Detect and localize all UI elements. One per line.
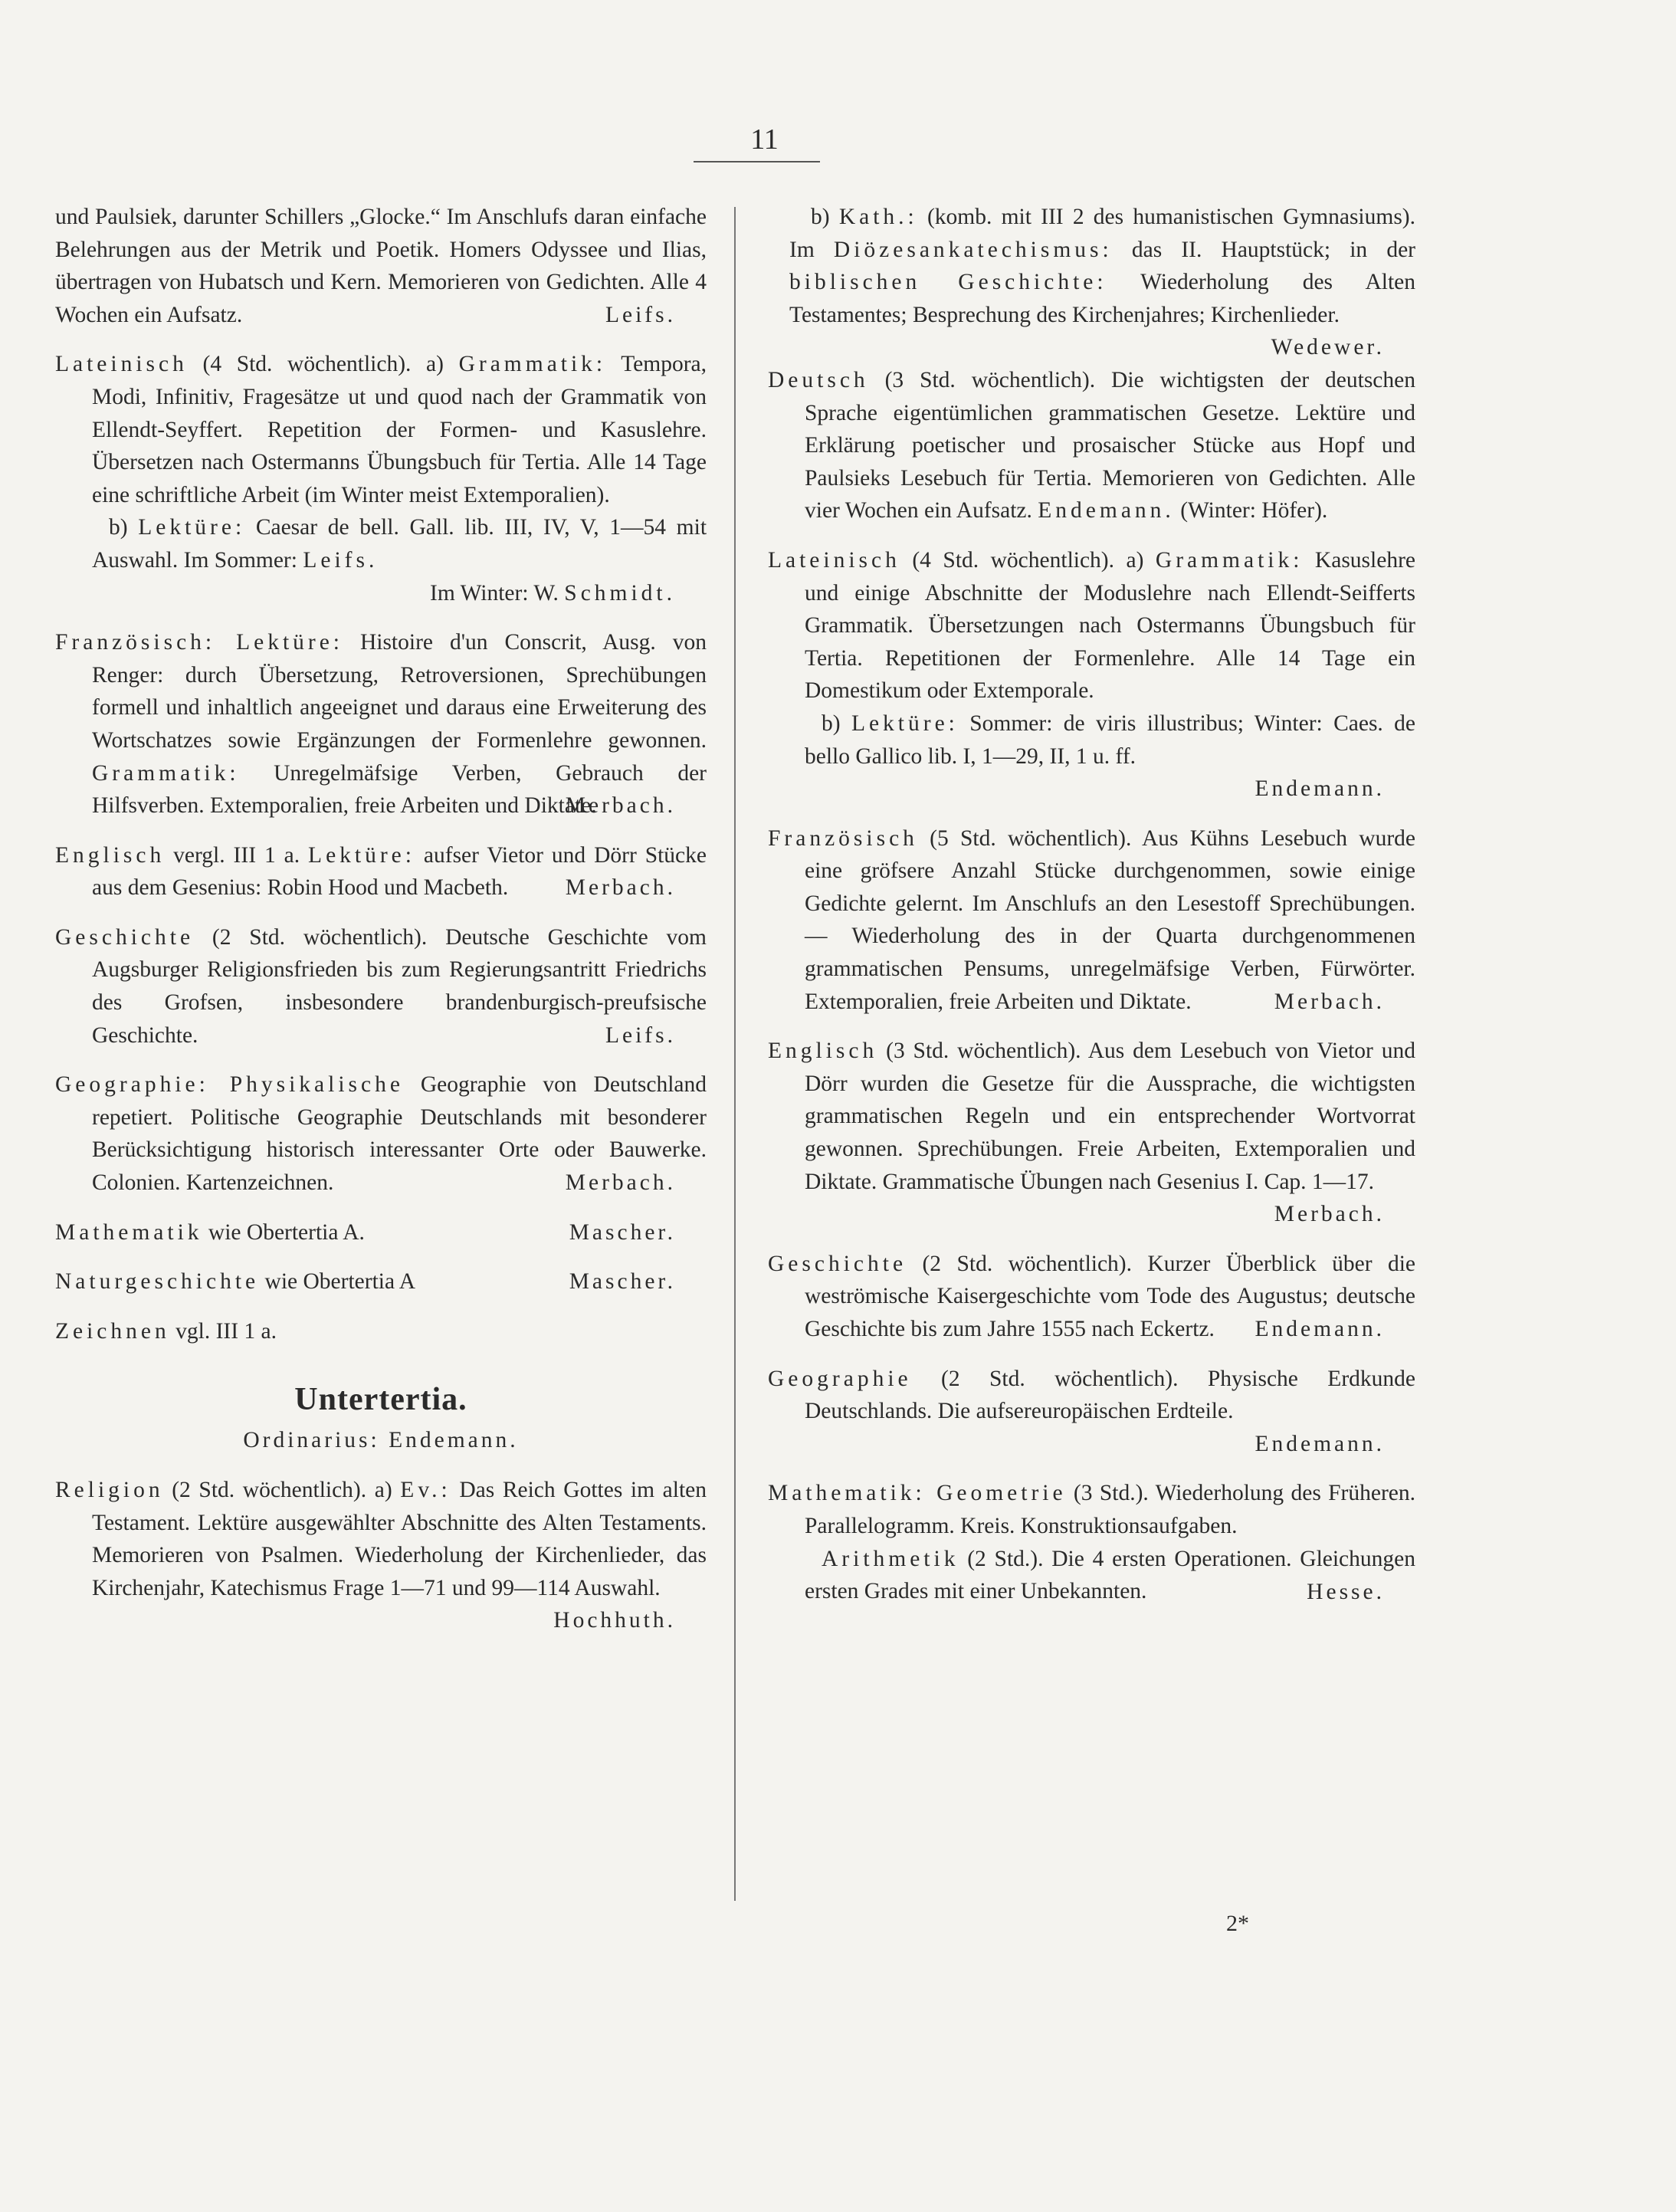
geschichte-r-text: (2 Std. wöchentlich). Kurzer Überblick über die weströmische Kaisergeschichte vom Tode des Augustus; deutsche Geschichte bis zum Jahre 1555 nach Eckertz.	[805, 1251, 1415, 1341]
kath-text3: Wiederholung des Alten Testamentes; Besprechung des Kirchenjahres; Kirchenlieder.	[789, 270, 1415, 327]
geschichte-r-entry	[768, 1248, 1415, 1346]
intro-paragraph	[55, 201, 707, 331]
religion-entry	[55, 1474, 707, 1633]
englisch-r-text: (3 Std. wöchentlich). Aus dem Lesebuch von Vietor und Dörr wurden die Gesetze für die Aussprache, die wichtigsten grammatischen Regeln und ein entsprechender Wortvorrat gewonnen. Sprechübungen. Freie Arbeiten, Extemporalien und Diktate. Grammatische Übungen nach Gesenius I. Cap. 1—17.	[805, 1039, 1415, 1194]
naturgeschichte-entry	[55, 1265, 707, 1298]
kath-text2: das II. Hauptstück; in der	[1112, 237, 1415, 262]
zeichnen-subject: Zeichnen	[55, 1318, 170, 1344]
section-heading: Untertertia.	[294, 1382, 467, 1418]
latein-r-lektuere-label: Lektüre:	[851, 711, 959, 736]
left-column	[55, 201, 707, 1637]
mathematik-r-text2: (2 Std.). Die 4 ersten Operationen. Gleichungen ersten Grades mit einer Unbekannten.	[805, 1546, 1415, 1604]
mathematik-r-geo-label: Geometrie	[925, 1481, 1067, 1506]
kath-entry	[768, 201, 1416, 360]
englisch-entry	[55, 839, 707, 904]
franz-r-entry	[768, 822, 1415, 1019]
franz-text: Histoire d'un Conscrit, Ausg. von Renger: durch Übersetzung, Retroversionen, Sprechübungen formell und inhaltlich angeeignet und daraus eine Erweiterung des Wortschatzes sowie Ergänzungen der Formenlehre gewonnen.	[92, 630, 707, 753]
kath-label: Kath.:	[838, 205, 918, 229]
religion-text2: Das Reich Gottes im alten Testament. Lektüre ausgewählter Abschnitte des Alten Testaments. Memorieren von Psalmen. Wiederholung der Kirchenlieder, das Kirchenjahr, Katechismus Frage 1—71 und 99—114 Auswahl.	[92, 1478, 707, 1600]
franz-grammatik-label: Grammatik:	[92, 760, 240, 786]
geographie-entry	[55, 1068, 707, 1199]
deutsch-after: (Winter: Höfer).	[1174, 498, 1328, 523]
englisch-subject: Englisch	[55, 842, 166, 868]
englisch-signature: Merbach.	[565, 875, 676, 901]
geschichte-subject: Geschichte	[55, 924, 195, 950]
deutsch-signature: Endemann.	[1038, 498, 1175, 523]
religion-signature: Hochhuth.	[553, 1608, 676, 1633]
deutsch-entry	[768, 364, 1415, 527]
latein-b-prefix: b)	[109, 515, 139, 540]
geographie-r-entry	[768, 1363, 1415, 1461]
englisch-r-subject: Englisch	[768, 1039, 878, 1064]
page-number: 11	[750, 123, 779, 156]
geographie-r-subject: Geographie	[768, 1366, 912, 1391]
latein-r-text2: Kasuslehre und einige Abschnitte der Moduslehre nach Ellendt-Seifferts Grammatik. Übersetzungen nach Ostermanns Übungsbuch für Tertia. Repetitionen der Formenlehre. Alle 14 Tage ein Domestikum oder Extemporale.	[805, 547, 1415, 704]
kath-dioez-label: Diözesankatechismus:	[833, 237, 1113, 262]
franz-r-text: (5 Std. wöchentlich). Aus Kühns Lesebuch wurde eine gröfsere Anzahl Stücke durchgenommen, sowie einige Gedichte gelernt. Im Anschlufs an den Lesestoff Sprechübungen. — Wiederholung des in der Quarta durchgenommenen grammatischen Pensums, unregelmäfsige Verben, Fürwörter. Extemporalien, freie Arbeiten und Diktate.	[805, 825, 1415, 1014]
franz-text2: Unregelmäfsige Verben, Gebrauch der Hilfsverben. Extemporalien, freie Arbeiten und Diktate.	[92, 760, 707, 819]
ordinarius-line: Ordinarius: Endemann.	[243, 1428, 519, 1453]
mathematik-r-entry	[768, 1477, 1415, 1607]
page-number-rule	[694, 161, 820, 162]
right-column	[768, 201, 1415, 1625]
latein-grammatik-label: Grammatik:	[458, 352, 607, 377]
kath-text: (komb. mit III 2 des humanistischen Gymnasiums). Im	[789, 205, 1416, 262]
mathematik-r-signature: Hesse.	[1307, 1579, 1385, 1604]
latein-r-signature: Endemann.	[1255, 776, 1385, 802]
latein-text2: Tempora, Modi, Infinitiv, Fragesätze ut und quod nach der Grammatik von Ellendt-Seyffert. Repetition der Formen- und Kasuslehre. Übersetzen nach Ostermanns Übungsbuch für Tertia. Alle 14 Tage eine schriftliche Arbeit (im Winter meist Extemporalien).	[92, 352, 707, 507]
latein-lektuere-label: Lektüre:	[138, 515, 246, 540]
mathematik-r-text: (3 Std.). Wiederholung des Früheren. Parallelogramm. Kreis. Konstruktionsaufgaben.	[805, 1481, 1415, 1538]
mathematik-subject: Mathematik	[55, 1219, 203, 1245]
mathematik-r-arith-label: Arithmetik	[822, 1546, 959, 1571]
mathematik-r-subject: Mathematik:	[768, 1481, 926, 1506]
franz-lektuere-label: Lektüre:	[215, 630, 343, 655]
geschichte-signature: Leifs.	[605, 1022, 676, 1048]
deutsch-subject: Deutsch	[768, 367, 869, 392]
mathematik-signature: Mascher.	[569, 1219, 676, 1245]
geschichte-text: (2 Std. wöchentlich). Deutsche Geschichte vom Augsburger Religionsfrieden bis zum Regierungsantritt Friedrichs des Grofsen, insbesondere brandenburgisch-preufsische Geschichte.	[92, 924, 707, 1048]
latein-r-text: (4 Std. wöchentlich). a)	[900, 547, 1156, 573]
geographie-phys-label: Physikalische	[208, 1072, 404, 1098]
latein-r-b-text: Sommer: de viris illustribus; Winter: Caes. de bello Gallico lib. I, 1—29, II, 1 u. ff.	[805, 711, 1415, 769]
latein-sommer: Im Sommer:	[183, 547, 303, 573]
geographie-subject: Geographie:	[55, 1072, 209, 1098]
latein-entry	[55, 348, 707, 609]
geographie-text: Geographie von Deutschland repetiert. Politische Geographie Deutschlands mit besonderer Berücksichtigung historisch interessanter Orte oder Bauwerke. Colonien. Kartenzeichnen.	[92, 1072, 707, 1196]
kath-bibl-label: biblischen Geschichte:	[789, 270, 1107, 295]
geographie-signature: Merbach.	[565, 1170, 676, 1196]
intro-signature: Leifs.	[605, 302, 676, 327]
kath-prefix: b)	[811, 205, 839, 229]
englisch-r-entry	[768, 1035, 1415, 1231]
column-divider	[734, 207, 736, 1901]
latein-r-b	[805, 707, 1415, 773]
geschichte-entry	[55, 921, 707, 1052]
franz-signature: Merbach.	[565, 793, 676, 819]
zeichnen-text: vgl. III 1 a.	[169, 1318, 277, 1344]
latein-b	[92, 511, 707, 576]
mathematik-entry	[55, 1216, 707, 1249]
naturgeschichte-text: wie Obertertia A	[259, 1269, 416, 1295]
intro-text: und Paulsiek, darunter Schillers „Glocke.“ Im Anschlufs daran einfache Belehrungen aus der Metrik und Poetik. Homers Odyssee und Ilias, übertragen von Hubatsch und Kern. Memorieren von Gedichten. Alle 4 Wochen ein Aufsatz.	[55, 205, 707, 327]
englisch-lektuere-label: Lektüre:	[308, 842, 415, 868]
latein-r-grammatik-label: Grammatik:	[1155, 547, 1304, 573]
franz-entry	[55, 626, 707, 822]
religion-ev-label: Ev.:	[400, 1478, 451, 1502]
religion-subject: Religion	[55, 1478, 164, 1502]
geschichte-r-signature: Endemann.	[1255, 1317, 1385, 1341]
kath-signature: Wedewer.	[1271, 335, 1385, 360]
latein-winter-line	[92, 577, 707, 610]
franz-subject: Französisch:	[55, 630, 216, 655]
naturgeschichte-subject: Naturgeschichte	[55, 1269, 260, 1295]
religion-text: (2 Std. wöchentlich). a)	[163, 1478, 401, 1502]
latein-winter-name: Schmidt.	[564, 580, 676, 606]
geschichte-r-subject: Geschichte	[768, 1251, 907, 1276]
geographie-r-signature: Endemann.	[1255, 1431, 1385, 1456]
latein-text: (4 Std. wöchentlich). a)	[187, 352, 459, 377]
latein-subject: Lateinisch	[55, 352, 188, 377]
englisch-text: vergl. III 1 a.	[165, 842, 309, 868]
latein-sommer-name: Leifs.	[303, 547, 379, 573]
franz-r-signature: Merbach.	[1274, 989, 1385, 1014]
zeichnen-entry	[55, 1315, 707, 1348]
englisch-text2: aufser Vietor und Dörr Stücke aus dem Gesenius: Robin Hood und Macbeth.	[92, 842, 707, 901]
latein-r-entry	[768, 544, 1415, 806]
mathematik-text: wie Obertertia A.	[202, 1219, 365, 1245]
geographie-r-text: (2 Std. wöchentlich). Physische Erdkunde Deutschlands. Die aufsereuropäischen Erdteile.	[805, 1366, 1415, 1424]
latein-winter: Im Winter: W.	[430, 580, 565, 606]
latein-b-text: Caesar de bell. Gall. lib. III, IV, V, 1—54 mit Auswahl.	[92, 515, 707, 573]
latein-r-subject: Lateinisch	[768, 547, 900, 573]
latein-r-b-prefix: b)	[822, 711, 851, 736]
franz-r-subject: Französisch	[768, 825, 918, 851]
englisch-r-signature: Merbach.	[1274, 1202, 1385, 1227]
footer-signature-mark: 2*	[1226, 1911, 1249, 1936]
naturgeschichte-signature: Mascher.	[569, 1269, 676, 1295]
deutsch-text: (3 Std. wöchentlich). Die wichtigsten der deutschen Sprache eigentümlichen grammatischen Gesetze. Lektüre und Erklärung poetischer und prosaischer Stücke aus Hopf und Paulsieks Lesebuch für Tertia. Memorieren von Gedichten. Alle vier Wochen ein Aufsatz.	[805, 367, 1415, 523]
